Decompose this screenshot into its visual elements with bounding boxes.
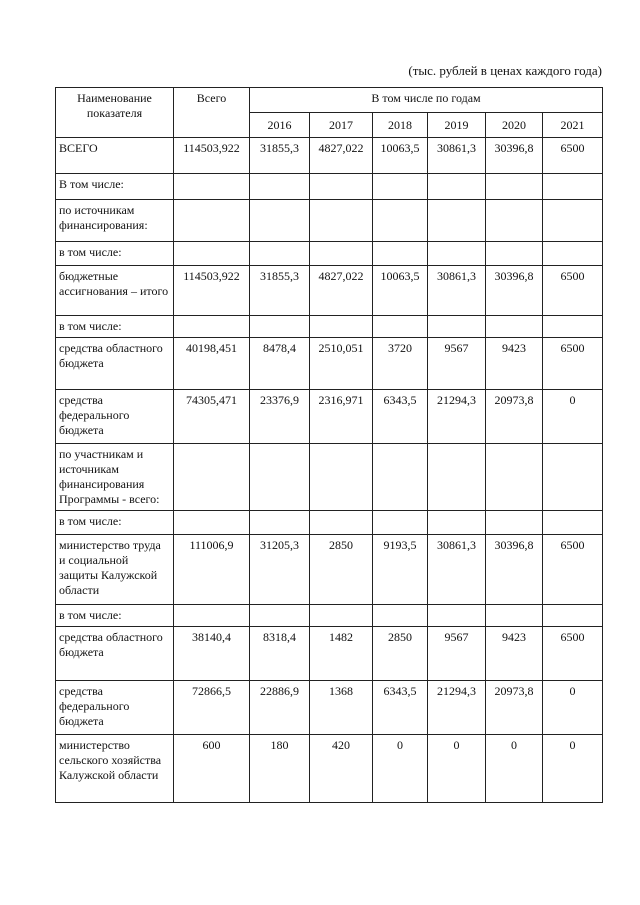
cell-year-value: 9423 <box>486 338 543 390</box>
cell-year-value <box>486 242 543 266</box>
cell-year-value <box>543 242 603 266</box>
row-label: в том числе: <box>56 511 174 535</box>
cell-year-value <box>543 605 603 627</box>
cell-total <box>174 605 250 627</box>
cell-year-value <box>543 200 603 242</box>
cell-year-value: 3720 <box>373 338 428 390</box>
cell-year-value <box>373 200 428 242</box>
cell-year-value: 2850 <box>310 535 373 605</box>
table-row <box>56 266 603 316</box>
cell-year-value <box>543 316 603 338</box>
units-note: (тыс. рублей в ценах каждого года) <box>408 63 602 78</box>
cell-year-value <box>310 242 373 266</box>
cell-year-value <box>250 511 310 535</box>
row-label: министерство труда и социальной защиты Калужской области <box>56 535 174 605</box>
cell-year-value <box>428 605 486 627</box>
cell-year-value <box>428 511 486 535</box>
header-total: Всего <box>174 88 250 138</box>
row-label: в том числе: <box>56 316 174 338</box>
table-row <box>56 242 603 266</box>
header-year: 2016 <box>250 113 310 138</box>
cell-year-value <box>250 174 310 200</box>
cell-year-value <box>310 511 373 535</box>
header-year: 2019 <box>428 113 486 138</box>
table-row <box>56 338 603 390</box>
cell-year-value <box>486 511 543 535</box>
cell-year-value: 8478,4 <box>250 338 310 390</box>
cell-year-value <box>373 242 428 266</box>
header-years-group: В том числе по годам <box>250 88 603 113</box>
cell-year-value <box>310 444 373 511</box>
table-row <box>56 316 603 338</box>
cell-year-value <box>310 605 373 627</box>
cell-year-value: 30396,8 <box>486 138 543 174</box>
cell-year-value <box>373 174 428 200</box>
table-row <box>56 138 603 174</box>
cell-total <box>174 200 250 242</box>
cell-year-value <box>250 200 310 242</box>
header-row <box>56 88 603 113</box>
cell-year-value: 31855,3 <box>250 138 310 174</box>
cell-year-value <box>486 200 543 242</box>
cell-year-value: 30861,3 <box>428 138 486 174</box>
cell-year-value <box>428 316 486 338</box>
cell-year-value <box>310 316 373 338</box>
cell-year-value <box>373 316 428 338</box>
cell-year-value: 0 <box>543 735 603 803</box>
cell-year-value <box>428 444 486 511</box>
header-year: 2018 <box>373 113 428 138</box>
cell-year-value <box>486 174 543 200</box>
cell-year-value: 2850 <box>373 627 428 681</box>
cell-year-value: 6343,5 <box>373 390 428 444</box>
cell-total: 114503,922 <box>174 138 250 174</box>
cell-total <box>174 511 250 535</box>
cell-total: 111006,9 <box>174 535 250 605</box>
cell-total: 74305,471 <box>174 390 250 444</box>
table-row <box>56 605 603 627</box>
row-label: в том числе: <box>56 605 174 627</box>
table-row <box>56 174 603 200</box>
row-label: министерство сельского хозяйства Калужской области <box>56 735 174 803</box>
cell-year-value: 9423 <box>486 627 543 681</box>
row-label: средства областного бюджета <box>56 338 174 390</box>
cell-year-value: 23376,9 <box>250 390 310 444</box>
row-label: средства федерального бюджета <box>56 390 174 444</box>
cell-year-value: 10063,5 <box>373 266 428 316</box>
cell-total <box>174 316 250 338</box>
cell-year-value: 6343,5 <box>373 681 428 735</box>
cell-total: 72866,5 <box>174 681 250 735</box>
header-year: 2020 <box>486 113 543 138</box>
table-row <box>56 535 603 605</box>
cell-year-value: 9193,5 <box>373 535 428 605</box>
cell-year-value: 0 <box>543 681 603 735</box>
cell-year-value: 30861,3 <box>428 535 486 605</box>
cell-year-value: 4827,022 <box>310 138 373 174</box>
cell-year-value <box>373 605 428 627</box>
table-row <box>56 200 603 242</box>
cell-year-value: 9567 <box>428 627 486 681</box>
row-label: по источникам финансирования: <box>56 200 174 242</box>
cell-year-value: 30396,8 <box>486 535 543 605</box>
cell-year-value: 1368 <box>310 681 373 735</box>
cell-year-value: 6500 <box>543 338 603 390</box>
cell-total: 38140,4 <box>174 627 250 681</box>
cell-year-value: 2510,051 <box>310 338 373 390</box>
table-row <box>56 390 603 444</box>
cell-year-value: 4827,022 <box>310 266 373 316</box>
cell-year-value: 6500 <box>543 138 603 174</box>
cell-total: 600 <box>174 735 250 803</box>
cell-year-value <box>543 511 603 535</box>
cell-total <box>174 444 250 511</box>
cell-year-value <box>373 444 428 511</box>
budget-table <box>55 87 603 803</box>
cell-year-value: 0 <box>428 735 486 803</box>
row-label: бюджетные ассигнования – итого <box>56 266 174 316</box>
table-row <box>56 681 603 735</box>
cell-year-value: 420 <box>310 735 373 803</box>
cell-year-value: 6500 <box>543 535 603 605</box>
cell-year-value: 22886,9 <box>250 681 310 735</box>
cell-year-value: 31205,3 <box>250 535 310 605</box>
cell-year-value <box>250 316 310 338</box>
cell-year-value: 21294,3 <box>428 390 486 444</box>
cell-year-value <box>250 444 310 511</box>
cell-year-value: 10063,5 <box>373 138 428 174</box>
cell-total <box>174 174 250 200</box>
cell-total: 114503,922 <box>174 266 250 316</box>
row-label: в том числе: <box>56 242 174 266</box>
table-row <box>56 735 603 803</box>
cell-year-value: 1482 <box>310 627 373 681</box>
row-label: по участникам и источникам финансирования Программы - всего: <box>56 444 174 511</box>
cell-year-value <box>543 174 603 200</box>
row-label: средства областного бюджета <box>56 627 174 681</box>
header-name: Наименование показателя <box>56 88 174 138</box>
cell-total: 40198,451 <box>174 338 250 390</box>
cell-year-value <box>428 200 486 242</box>
cell-year-value: 8318,4 <box>250 627 310 681</box>
cell-year-value: 0 <box>373 735 428 803</box>
cell-year-value <box>310 200 373 242</box>
cell-year-value <box>250 605 310 627</box>
cell-year-value <box>543 444 603 511</box>
table-row <box>56 444 603 511</box>
cell-year-value: 6500 <box>543 627 603 681</box>
header-year: 2021 <box>543 113 603 138</box>
cell-year-value: 20973,8 <box>486 390 543 444</box>
cell-year-value <box>486 444 543 511</box>
cell-year-value: 30396,8 <box>486 266 543 316</box>
row-label: ВСЕГО <box>56 138 174 174</box>
cell-year-value: 31855,3 <box>250 266 310 316</box>
cell-year-value: 6500 <box>543 266 603 316</box>
header-year: 2017 <box>310 113 373 138</box>
cell-year-value <box>373 511 428 535</box>
cell-total <box>174 242 250 266</box>
table-row <box>56 627 603 681</box>
cell-year-value <box>310 174 373 200</box>
cell-year-value: 2316,971 <box>310 390 373 444</box>
cell-year-value <box>428 242 486 266</box>
cell-year-value <box>486 605 543 627</box>
row-label: В том числе: <box>56 174 174 200</box>
cell-year-value: 0 <box>486 735 543 803</box>
cell-year-value: 20973,8 <box>486 681 543 735</box>
cell-year-value: 0 <box>543 390 603 444</box>
row-label: средства федерального бюджета <box>56 681 174 735</box>
cell-year-value <box>250 242 310 266</box>
cell-year-value: 21294,3 <box>428 681 486 735</box>
cell-year-value: 180 <box>250 735 310 803</box>
cell-year-value: 30861,3 <box>428 266 486 316</box>
cell-year-value: 9567 <box>428 338 486 390</box>
table-row <box>56 511 603 535</box>
cell-year-value <box>428 174 486 200</box>
cell-year-value <box>486 316 543 338</box>
